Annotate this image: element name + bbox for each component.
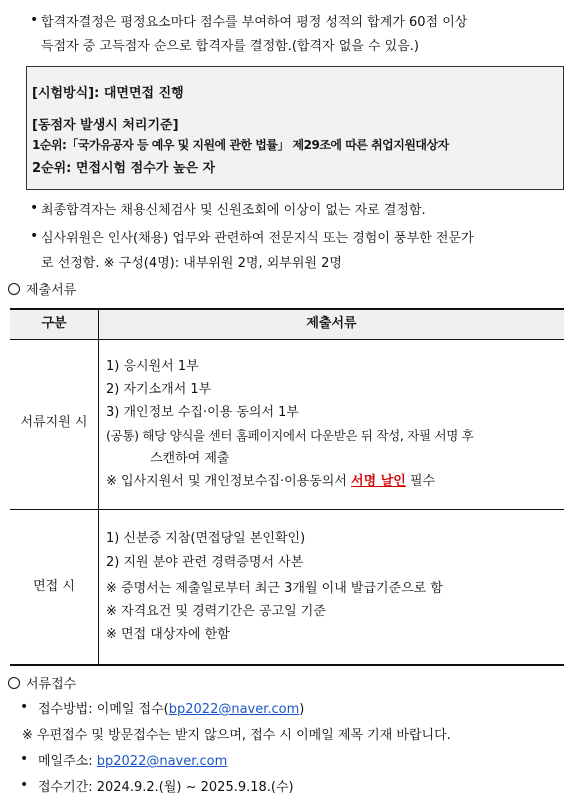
table-bottom-rule: [10, 664, 564, 666]
receipt-method-post: ): [299, 702, 305, 717]
table-row-rule: [10, 509, 564, 510]
row2-item: ※ 증명서는 제출일로부터 최근 3개월 이내 발급기준으로 함: [106, 581, 443, 596]
tie-rank2: 2순위: 면접시험 점수가 높은 자: [32, 161, 216, 176]
docs-section-heading: [8, 282, 76, 300]
row2-item: ※ 면접 대상자에 한함: [106, 627, 230, 642]
bullet-dot: •: [30, 228, 39, 244]
email-label: 메일주소:: [38, 754, 97, 769]
pass-criteria-line2: 득점자 중 고득점자 순으로 합격자를 결정함.(합격자 없을 수 있음.): [41, 39, 419, 54]
bullet-dot: •: [30, 12, 39, 28]
row1-signature-note: [106, 473, 435, 491]
row1-item: 스캔하여 제출: [150, 451, 230, 466]
bullet-dot: •: [20, 751, 29, 767]
examiner-note-line2: 로 선정함. ※ 구성(4명): 내부위원 2명, 외부위원 2명: [41, 256, 342, 271]
row2-item: ※ 자격요건 및 경력기간은 공고일 기준: [106, 604, 326, 619]
examiner-note-line1: 심사위원은 인사(채용) 업무와 관련하여 전문지식 또는 경험이 풍부한 전문가: [41, 231, 474, 246]
circle-icon: [8, 283, 20, 295]
row1-note-post: 필수: [405, 474, 436, 489]
receipt-note: ※ 우편접수 및 방문접수는 받지 않으며, 접수 시 이메일 제목 기재 바랍니다.: [22, 728, 451, 743]
receipt-section-heading: [8, 676, 76, 694]
row1-item: (공통) 해당 양식을 센터 홈페이지에서 다운받은 뒤 작성, 자필 서명 후: [106, 428, 474, 443]
bullet-dot: •: [30, 200, 39, 216]
table-column-divider: [98, 309, 99, 665]
row-label-application: 서류지원 시: [20, 415, 88, 430]
row1-note-highlight: 서명 날인: [351, 474, 406, 489]
final-pass-note: 최종합격자는 채용신체검사 및 신원조회에 이상이 없는 자로 결정함.: [41, 203, 426, 218]
row1-item: 2) 자기소개서 1부: [106, 382, 212, 397]
receipt-method-pre: 접수방법: 이메일 접수(: [38, 702, 169, 717]
receipt-section-title: 서류접수: [26, 677, 77, 692]
table-header-rule: [10, 339, 564, 340]
row1-item: 3) 개인정보 수집·이용 동의서 1부: [106, 405, 299, 420]
email-address-link[interactable]: bp2022@naver.com: [96, 754, 228, 769]
row-label-interview: 면접 시: [33, 579, 75, 594]
row2-item: 1) 신분증 지참(면접당일 본인확인): [106, 531, 306, 546]
row1-note-pre: ※ 입사지원서 및 개인정보수집·이용동의서: [106, 474, 352, 489]
circle-icon: [8, 677, 20, 689]
email-address-line: [38, 753, 227, 771]
bullet-dot: •: [20, 699, 29, 715]
col-header-docs: 제출서류: [306, 316, 357, 331]
col-header-category: 구분: [41, 316, 67, 331]
email-link[interactable]: bp2022@naver.com: [168, 702, 300, 717]
bullet-dot: •: [20, 777, 29, 793]
tie-rank1: 1순위:「국가유공자 등 예우 및 지원에 관한 법률」 제29조에 따른 취업지원대상자: [32, 138, 449, 152]
docs-section-title: 제출서류: [26, 283, 77, 298]
receipt-period: 접수기간: 2024.9.2.(월) ~ 2025.9.18.(수): [38, 780, 294, 795]
exam-method: [시험방식]: 대면면접 진행: [32, 86, 184, 101]
table-top-rule: [10, 308, 564, 310]
row2-item: 2) 지원 분야 관련 경력증명서 사본: [106, 555, 304, 570]
receipt-method: [38, 701, 304, 719]
tie-rule-title: [동점자 발생시 처리기준]: [32, 118, 179, 133]
row1-item: 1) 응시원서 1부: [106, 359, 199, 374]
pass-criteria-line1: 합격자결정은 평정요소마다 점수를 부여하여 평정 성적의 합계가 60점 이상: [41, 15, 468, 30]
